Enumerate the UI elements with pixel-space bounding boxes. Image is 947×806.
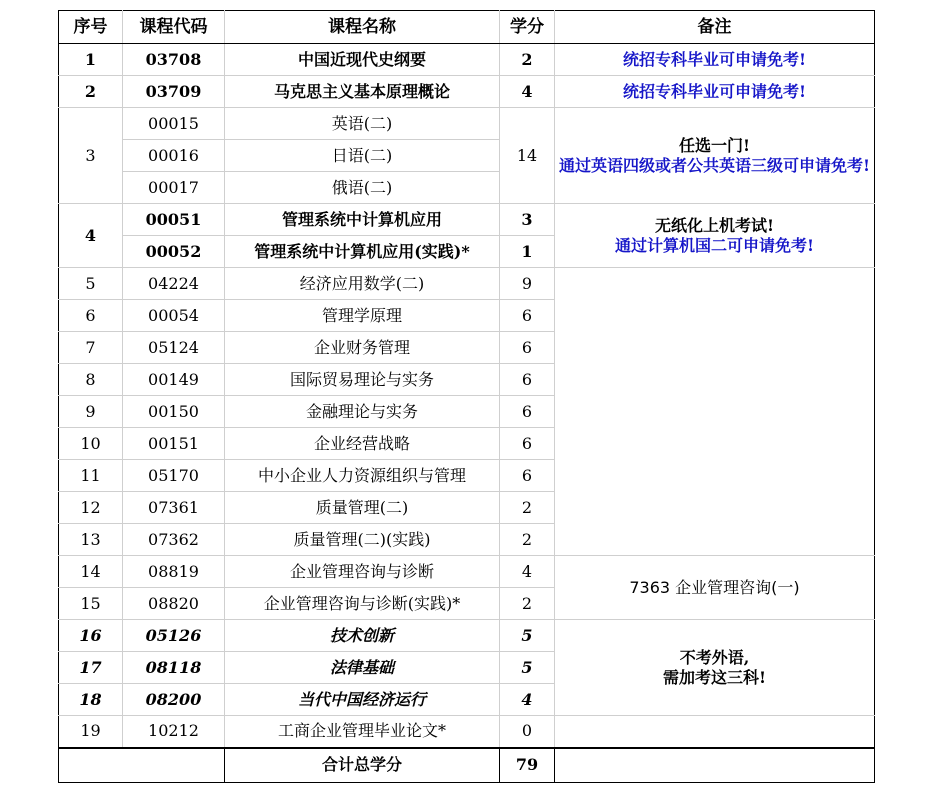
- row-code: 10212: [123, 716, 225, 748]
- row-name: 金融理论与实务: [225, 396, 500, 428]
- table-row: [59, 108, 875, 140]
- computer-note: [555, 204, 875, 268]
- table-row: [59, 76, 875, 108]
- table-row: [59, 44, 875, 76]
- row-no: 2: [59, 76, 123, 108]
- row-credit: 4: [500, 684, 555, 716]
- row-name: 英语(二): [225, 108, 500, 140]
- row-code: 00051: [123, 204, 225, 236]
- row-name: 经济应用数学(二): [225, 268, 500, 300]
- row-no: 15: [59, 588, 123, 620]
- row-credit: 6: [500, 364, 555, 396]
- total-blank: [59, 748, 225, 783]
- row-no: 17: [59, 652, 123, 684]
- row-code: 05126: [123, 620, 225, 652]
- table-row: [59, 716, 875, 748]
- table-row: [59, 556, 875, 588]
- row-name: 质量管理(二)(实践): [225, 524, 500, 556]
- row-code: 05170: [123, 460, 225, 492]
- total-value: 79: [500, 748, 555, 783]
- row-credit: 0: [500, 716, 555, 748]
- row-credit: 5: [500, 652, 555, 684]
- computer-note-body: 通过计算机国二可申请免考!: [615, 235, 815, 255]
- table-row: [59, 204, 875, 236]
- row-no: 10: [59, 428, 123, 460]
- row-name: 工商企业管理毕业论文*: [225, 716, 500, 748]
- row-credit: 2: [500, 588, 555, 620]
- row-no: 8: [59, 364, 123, 396]
- row-code: 08118: [123, 652, 225, 684]
- header-name: 课程名称: [225, 11, 500, 44]
- row-no: 9: [59, 396, 123, 428]
- row-name: 中小企业人力资源组织与管理: [225, 460, 500, 492]
- row-no: 3: [59, 108, 123, 204]
- row-name: 马克思主义基本原理概论: [225, 76, 500, 108]
- row-note: 统招专科毕业可申请免考!: [555, 44, 875, 76]
- computer-note-title: 无纸化上机考试!: [655, 215, 775, 235]
- row-no: 4: [59, 204, 123, 268]
- row-code: 00054: [123, 300, 225, 332]
- language-note-body: 通过英语四级或者公共英语三级可申请免考!: [559, 155, 871, 175]
- row-name: 企业管理咨询与诊断(实践)*: [225, 588, 500, 620]
- row-credit: 4: [500, 556, 555, 588]
- no-language-line1: 不考外语,: [679, 647, 750, 667]
- row-code: 07361: [123, 492, 225, 524]
- header-credit: 学分: [500, 11, 555, 44]
- row-no: 19: [59, 716, 123, 748]
- row-name: 俄语(二): [225, 172, 500, 204]
- language-note: [555, 108, 875, 204]
- row-no: 18: [59, 684, 123, 716]
- row-credit: 5: [500, 620, 555, 652]
- row-code: 00150: [123, 396, 225, 428]
- header-no: 序号: [59, 11, 123, 44]
- no-foreign-language-note: [555, 620, 875, 716]
- row-credit: 3: [500, 204, 555, 236]
- row-credit: 2: [500, 492, 555, 524]
- row-code: 04224: [123, 268, 225, 300]
- row-name: 当代中国经济运行: [225, 684, 500, 716]
- row-name: 日语(二): [225, 140, 500, 172]
- row-credit: 2: [500, 44, 555, 76]
- total-row: [59, 748, 875, 783]
- total-label: 合计总学分: [225, 748, 500, 783]
- header-note: 备注: [555, 11, 875, 44]
- row-code: 00149: [123, 364, 225, 396]
- row-code: 08200: [123, 684, 225, 716]
- empty-note: [555, 268, 875, 556]
- row-no: 14: [59, 556, 123, 588]
- row-credit: 14: [500, 108, 555, 204]
- row-no: 7: [59, 332, 123, 364]
- table-row: [59, 620, 875, 652]
- header-code: 课程代码: [123, 11, 225, 44]
- row-credit: 9: [500, 268, 555, 300]
- header-row: [59, 11, 875, 44]
- row-name: 法律基础: [225, 652, 500, 684]
- row-code: 00015: [123, 108, 225, 140]
- row-name: 企业财务管理: [225, 332, 500, 364]
- row-no: 16: [59, 620, 123, 652]
- row-note: 统招专科毕业可申请免考!: [555, 76, 875, 108]
- row-name: 技术创新: [225, 620, 500, 652]
- row-credit: 6: [500, 300, 555, 332]
- row-credit: 6: [500, 396, 555, 428]
- row-no: 6: [59, 300, 123, 332]
- row-code: 00016: [123, 140, 225, 172]
- no-language-line2: 需加考这三科!: [663, 667, 767, 687]
- row-name: 管理系统中计算机应用(实践)*: [225, 236, 500, 268]
- row-code: 08820: [123, 588, 225, 620]
- row-no: 1: [59, 44, 123, 76]
- row-code: 00052: [123, 236, 225, 268]
- row-name: 企业管理咨询与诊断: [225, 556, 500, 588]
- row-no: 12: [59, 492, 123, 524]
- consulting-note: 7363 企业管理咨询(一): [555, 556, 875, 620]
- row-no: 5: [59, 268, 123, 300]
- row-credit: 1: [500, 236, 555, 268]
- row-no: 13: [59, 524, 123, 556]
- total-note: [555, 748, 875, 783]
- row-credit: 4: [500, 76, 555, 108]
- row-credit: 6: [500, 460, 555, 492]
- row-name: 管理学原理: [225, 300, 500, 332]
- language-note-title: 任选一门!: [679, 135, 751, 155]
- row-no: 11: [59, 460, 123, 492]
- row-code: 00151: [123, 428, 225, 460]
- row-code: 00017: [123, 172, 225, 204]
- row-code: 03708: [123, 44, 225, 76]
- row-name: 管理系统中计算机应用: [225, 204, 500, 236]
- row-credit: 6: [500, 428, 555, 460]
- empty-note: [555, 716, 875, 748]
- row-code: 03709: [123, 76, 225, 108]
- table-row: [59, 268, 875, 300]
- row-name: 国际贸易理论与实务: [225, 364, 500, 396]
- row-credit: 2: [500, 524, 555, 556]
- row-name: 中国近现代史纲要: [225, 44, 500, 76]
- row-code: 07362: [123, 524, 225, 556]
- row-credit: 6: [500, 332, 555, 364]
- course-table: [58, 10, 875, 783]
- row-code: 05124: [123, 332, 225, 364]
- row-name: 质量管理(二): [225, 492, 500, 524]
- row-name: 企业经营战略: [225, 428, 500, 460]
- row-code: 08819: [123, 556, 225, 588]
